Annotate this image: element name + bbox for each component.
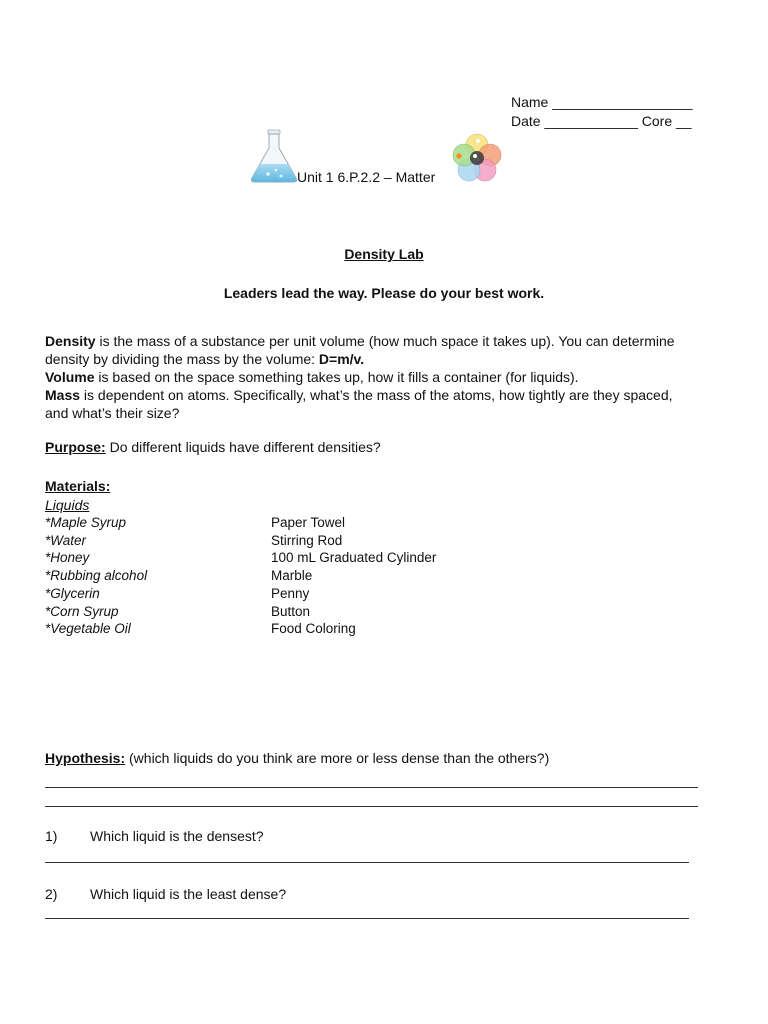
density-formula: D=m/v. (318, 351, 365, 367)
volume-term: Volume (45, 369, 95, 385)
density-definition (45, 332, 685, 368)
question-2-answer-line[interactable] (45, 918, 689, 919)
material-item: Marble (271, 568, 313, 584)
material-item: 100 mL Graduated Cylinder (271, 550, 437, 566)
material-item: Button (271, 603, 311, 619)
hypothesis (45, 750, 549, 766)
question-text: Which liquid is the least dense? (90, 886, 287, 902)
name-line: Name __________________ (511, 94, 693, 110)
states-of-matter-icon (450, 131, 504, 185)
flask-icon (248, 128, 300, 184)
mass-term: Mass (45, 387, 81, 403)
volume-text: is based on the space something takes up, how it fills a container (for liquids). (94, 369, 579, 385)
liquids-heading: Liquids (45, 497, 90, 513)
material-item: Food Coloring (271, 621, 356, 637)
materials-label: Materials: (45, 478, 111, 494)
hypothesis-answer-line[interactable] (45, 806, 698, 807)
material-item: Penny (271, 585, 310, 601)
liquid-item: *Honey (45, 550, 90, 566)
page-title: Density Lab (344, 246, 424, 262)
date-core-line: Date ____________ Core __ (511, 113, 692, 129)
purpose-text: Do different liquids have different densities? (105, 439, 381, 455)
material-item: Stirring Rod (271, 532, 343, 548)
volume-definition (45, 368, 685, 386)
purpose-label: Purpose: (45, 439, 106, 455)
definitions (45, 332, 685, 422)
hypothesis-answer-line[interactable] (45, 787, 698, 788)
unit-label: Unit 1 6.P.2.2 – Matter (297, 169, 436, 185)
hypothesis-text: (which liquids do you think are more or less dense than the others?) (125, 750, 550, 766)
hypothesis-label: Hypothesis: (45, 750, 126, 766)
liquid-item: *Vegetable Oil (45, 621, 131, 637)
liquid-item: *Maple Syrup (45, 515, 127, 530)
liquid-item: *Water (45, 532, 87, 548)
liquid-item: *Glycerin (45, 585, 100, 601)
density-term: Density (45, 333, 96, 349)
question-number: 1) (45, 828, 58, 844)
mass-text: is dependent on atoms. Specifically, what’s the mass of the atoms, how tightly are they spaced, and what’s their size? (45, 387, 673, 421)
motto: Leaders lead the way. Please do your best work. (223, 285, 545, 301)
liquid-item: *Rubbing alcohol (45, 568, 148, 584)
material-item: Paper Towel (271, 515, 346, 530)
purpose (45, 439, 381, 455)
question-number: 2) (45, 886, 58, 902)
question-text: Which liquid is the densest? (90, 828, 264, 844)
question-1-answer-line[interactable] (45, 862, 689, 863)
liquid-item: *Corn Syrup (45, 603, 119, 619)
mass-definition (45, 386, 685, 422)
density-text: is the mass of a substance per unit volume (how much space it takes up). You can determine density by dividing the mass by the volume: (45, 333, 675, 367)
